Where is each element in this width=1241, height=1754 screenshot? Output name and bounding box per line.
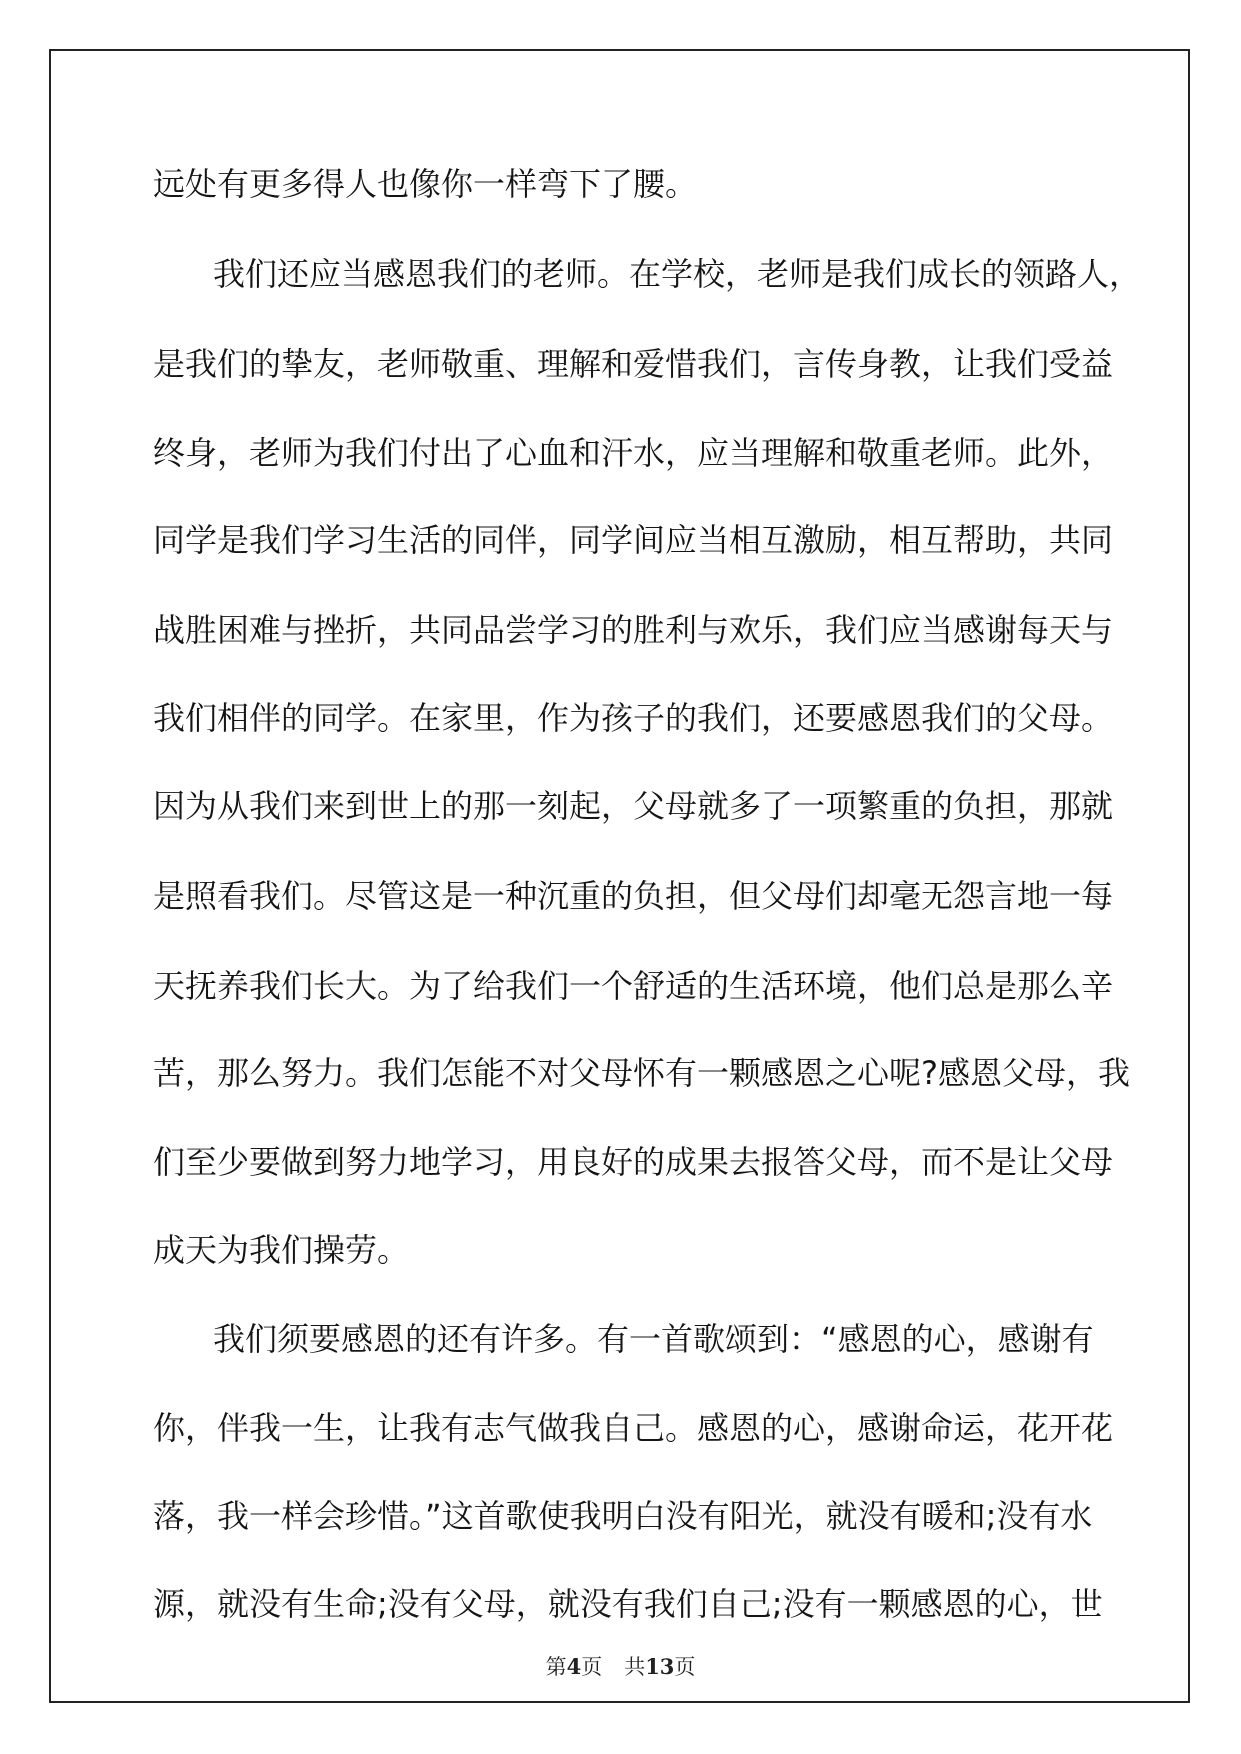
text-line: 是我们的挚友，老师敬重、理解和爱惜我们，言传身教，让我们受益 bbox=[153, 345, 1114, 383]
page-prefix: 第 bbox=[545, 1655, 567, 1679]
text-line: 成天为我们操劳。 bbox=[153, 1231, 410, 1269]
text-line: 我们相伴的同学。在家里，作为孩子的我们，还要感恩我们的父母。 bbox=[153, 699, 1114, 737]
text-line: 战胜困难与挫折，共同品尝学习的胜利与欢乐，我们应当感谢每天与 bbox=[153, 611, 1114, 649]
text-line: 源，就没有生命;没有父母，就没有我们自己;没有一颗感恩的心，世 bbox=[153, 1585, 1103, 1623]
paragraph-first-line: 我们还应当感恩我们的老师。在学校，老师是我们成长的领路人， bbox=[213, 255, 1142, 293]
text-line: 因为从我们来到世上的那一刻起，父母就多了一项繁重的负担，那就 bbox=[153, 787, 1114, 825]
text-line: 落，我一样会珍惜。”这首歌使我明白没有阳光，就没有暖和;没有水 bbox=[153, 1497, 1093, 1535]
paragraph-first-line: 我们须要感恩的还有许多。有一首歌颂到：“感恩的心，感谢有 bbox=[213, 1320, 1094, 1358]
page-number: 4 bbox=[566, 1654, 582, 1679]
text-line: 们至少要做到努力地学习，用良好的成果去报答父母，而不是让父母 bbox=[153, 1143, 1114, 1181]
text-line: 同学是我们学习生活的同伴，同学间应当相互激励，相互帮助，共同 bbox=[153, 521, 1114, 559]
page-footer bbox=[0, 1654, 1241, 1680]
text-line: 天抚养我们长大。为了给我们一个舒适的生活环境，他们总是那么辛 bbox=[153, 967, 1114, 1005]
text-line: 终身，老师为我们付出了心血和汗水，应当理解和敬重老师。此外， bbox=[153, 434, 1114, 472]
text-line: 你，伴我一生，让我有志气做我自己。感恩的心，感谢命运，花开花 bbox=[153, 1409, 1114, 1447]
text-line: 远处有更多得人也像你一样弯下了腰。 bbox=[153, 165, 698, 203]
text-line: 是照看我们。尽管这是一种沉重的负担，但父母们却毫无怨言地一每 bbox=[153, 877, 1114, 915]
text-line: 苦，那么努力。我们怎能不对父母怀有一颗感恩之心呢?感恩父母，我 bbox=[153, 1054, 1130, 1092]
page-suffix: 页 bbox=[581, 1655, 603, 1679]
total-pages: 13 bbox=[645, 1654, 675, 1679]
total-suffix: 页 bbox=[674, 1655, 696, 1679]
total-prefix: 共 bbox=[624, 1655, 646, 1679]
